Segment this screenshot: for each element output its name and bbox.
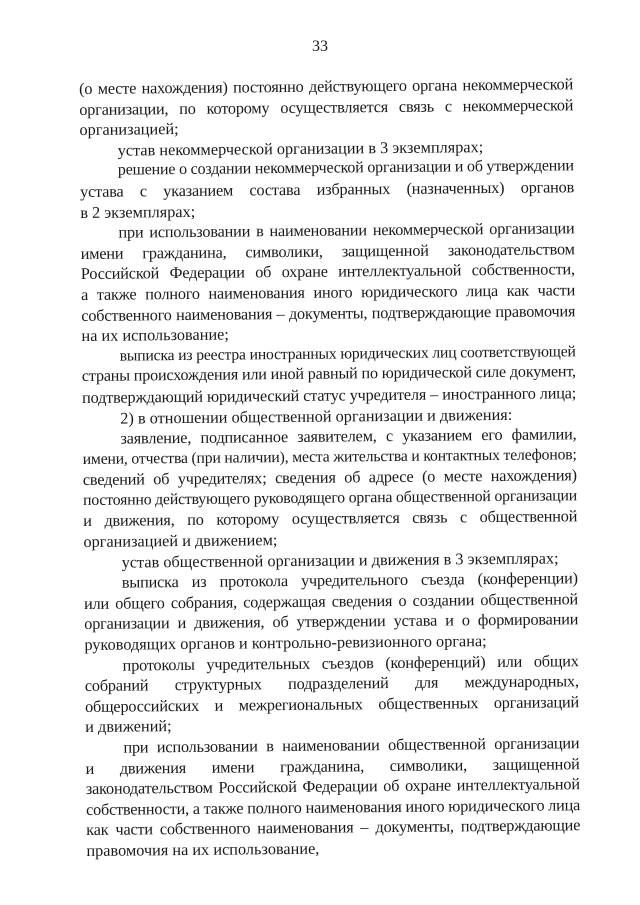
text-line: и движений;	[85, 716, 172, 737]
text-line: а также полного наименования иного юридического лица как части	[80, 280, 576, 304]
text-line: организации, по которому осуществляется связь с некоммерческой	[79, 94, 574, 119]
text-line: решение о создании некоммерческой организации и об утверждении	[117, 157, 574, 180]
text-line: имени гражданина, символики, защищенной законодательством	[80, 239, 575, 263]
text-line: организацией;	[79, 119, 179, 140]
text-line: собственности, а также полного наименования иного юридического лица	[85, 796, 581, 819]
text-line: заявление, подписанное заявителем, с указанием его фамилии,	[120, 424, 577, 448]
text-line: правомочия на их использование,	[86, 838, 320, 860]
text-line: собственного наименования – документы, подтверждающие правомочия	[81, 300, 576, 325]
document-body	[79, 74, 580, 861]
text-line: сведений об учредителях; сведения об адресе (о месте нахождения)	[82, 465, 577, 490]
text-line: 2) в отношении общественной организации и движения:	[120, 404, 513, 428]
text-line: выписка из протокола учредительного съезда (конференции)	[121, 568, 578, 592]
text-line: и движения, по которому осуществляется связь с общественной	[83, 506, 578, 531]
text-line: собраний структурных подразделений для международных,	[84, 671, 579, 696]
text-line: и движения имени гражданина, символики, защищенной	[85, 753, 580, 778]
text-line: как части собственного наименования – документы, подтверждающие	[86, 815, 581, 840]
text-line: или общего собрания, содержащая сведения о создании общественной	[83, 589, 579, 613]
text-line: подтверждающий юридический статус учредителя – иностранного лица;	[81, 383, 577, 407]
text-line: устав некоммерческой организации в 3 экземплярах;	[117, 136, 484, 160]
text-line: постоянно действующего руководящего органа общественной организации	[82, 487, 578, 509]
text-line: выписка из реестра иностранных юридических лиц соответствующей	[119, 342, 576, 365]
text-line: (о месте нахождения) постоянно действующего органа некоммерческой	[79, 74, 574, 98]
text-line: имени, отчества (при наличии), места жительства и контактных телефонов;	[82, 445, 577, 468]
text-line: руководящих органов и контрольно-ревизионного органа;	[84, 631, 487, 655]
text-line: протоколы учредительных съездов (конференций) или общих	[122, 650, 579, 675]
text-line: организацией и движением;	[83, 530, 278, 552]
text-line: при использовании в наименовании некоммерческой организации	[118, 218, 575, 242]
page-number: 33	[312, 38, 328, 55]
text-line: законодательством Российской Федерации об охране интеллектуальной	[85, 774, 580, 799]
text-line: устав общественной организации и движения в 3 экземплярах;	[121, 548, 559, 572]
text-line: Российской Федерации об охране интеллектуальной собственности,	[80, 259, 575, 284]
text-line: на их использование;	[81, 324, 229, 346]
text-line: устава с указанием состава избранных (назначенных) органов	[79, 177, 575, 201]
text-line: организации и движения, об утверждении устава и о формировании	[84, 609, 579, 634]
text-line: при использовании в наименовании общественной организации	[123, 733, 580, 757]
text-line: в 2 экземплярах;	[80, 201, 196, 222]
text-line: страны происхождения или иной равный по юридической силе документ,	[81, 363, 576, 386]
text-line: общероссийских и межрегиональных общественных организаций	[84, 692, 580, 716]
